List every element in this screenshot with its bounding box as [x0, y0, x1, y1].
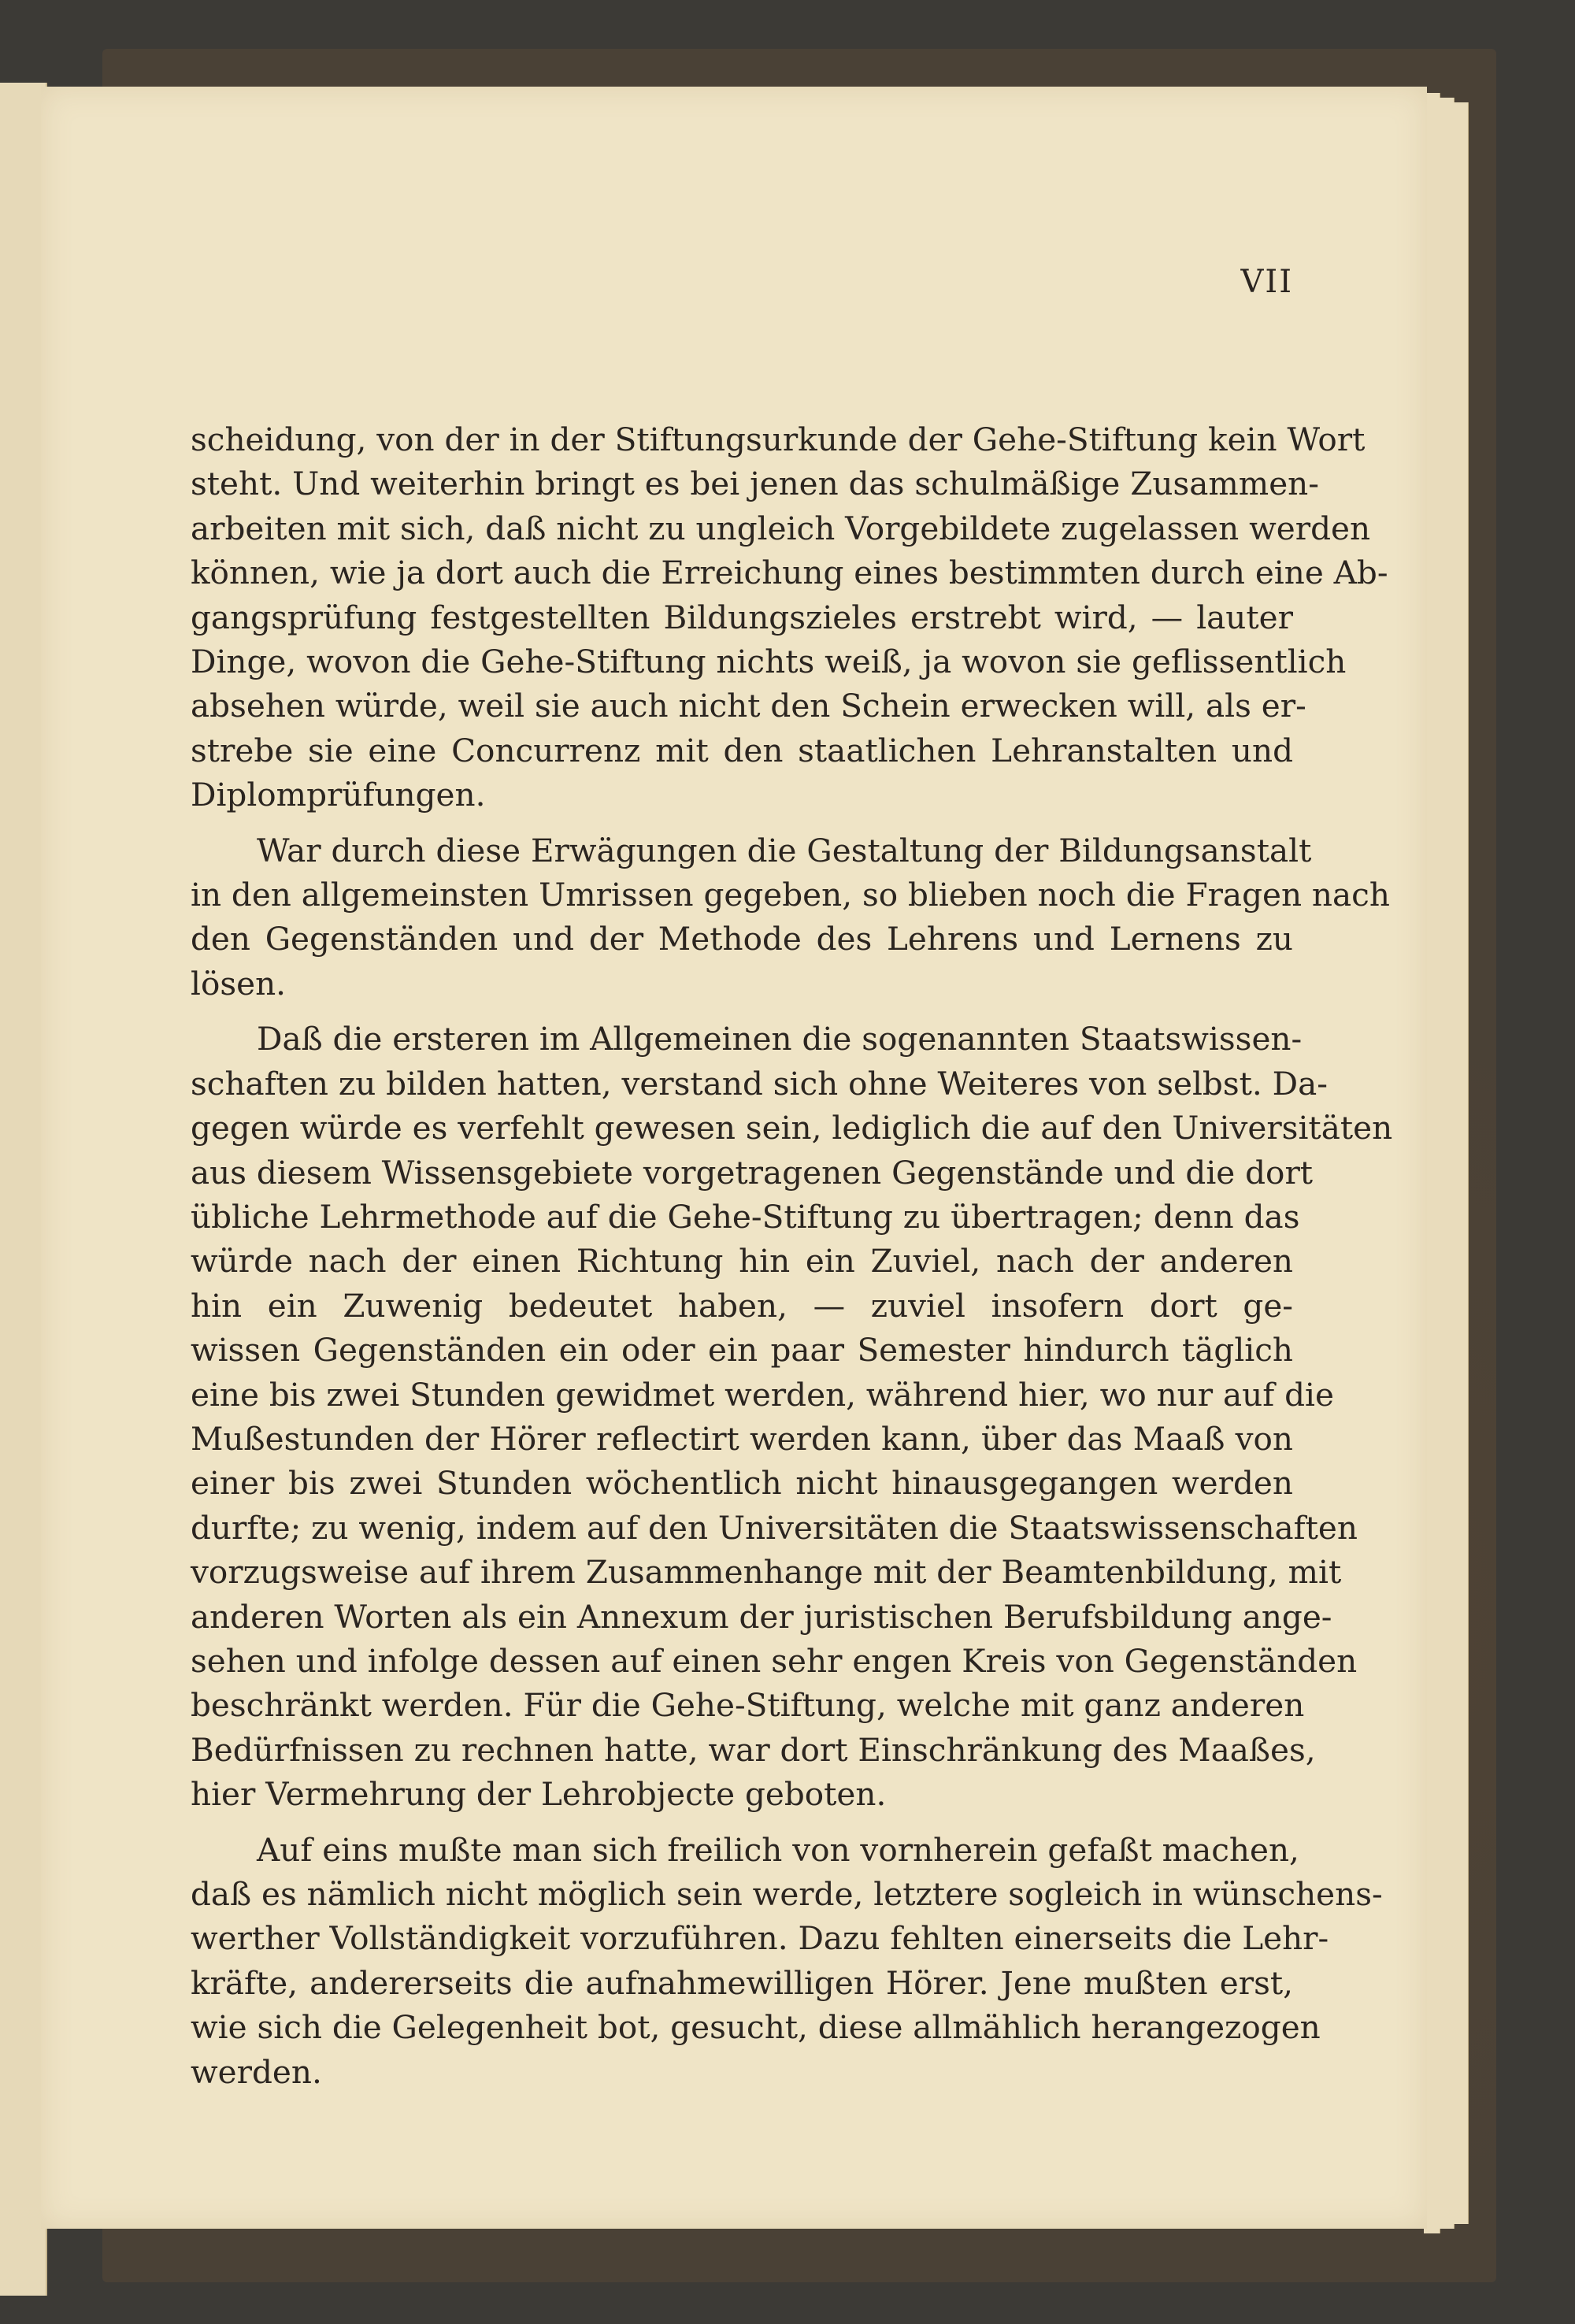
paragraph — [191, 1017, 1393, 1816]
text-line: durfte; zu wenig, indem auf den Universitäten die Staatswissenschaften — [191, 1508, 1358, 1547]
text-line: Bedürfnissen zu rechnen hatte, war dort Einschränkung des Maaßes, — [191, 1730, 1316, 1769]
text-line: vorzugsweise auf ihrem Zusammenhange mit der Beamtenbildung, mit — [191, 1553, 1342, 1592]
text-line: werden. — [191, 2052, 322, 2091]
body-text — [191, 417, 1393, 2105]
text-line: daß es nämlich nicht möglich sein werde, letztere sogleich in wünschens- — [191, 1875, 1383, 1913]
text-line: Diplomprüfungen. — [191, 776, 486, 814]
text-line: übliche Lehrmethode auf die Gehe-Stiftung zu übertragen; denn das — [191, 1197, 1300, 1236]
text-line: Auf eins mußte man sich freilich von vornherein gefaßt machen, — [257, 1830, 1299, 1869]
text-line: scheidung, von der in der Stiftungsurkunde der Gehe-Stiftung kein Wort — [191, 421, 1366, 458]
text-line: Daß die ersteren im Allgemeinen die sogenannten Staatswissen- — [257, 1020, 1303, 1058]
text-line: sehen und infolge dessen auf einen sehr engen Kreis von Gegenständen — [191, 1641, 1358, 1680]
text-line: schaften zu bilden hatten, verstand sich ohne Weiteres von selbst. Da- — [191, 1064, 1328, 1103]
text-line: wissen Gegenständen ein oder ein paar Semester hindurch täglich — [191, 1331, 1293, 1370]
text-line: Dinge, wovon die Gehe-Stiftung nichts weiß, ja wovon sie geflissentlich — [191, 643, 1347, 681]
text-line: wie sich die Gelegenheit bot, gesucht, diese allmählich herangezogen — [191, 2008, 1321, 2047]
text-line: absehen würde, weil sie auch nicht den Schein erwecken will, als er- — [191, 687, 1306, 725]
text-line: können, wie ja dort auch die Erreichung eines bestimmten durch eine Ab- — [191, 554, 1388, 592]
text-line: gegen würde es verfehlt gewesen sein, lediglich die auf den Universitäten — [191, 1109, 1393, 1147]
text-line: werther Vollständigkeit vorzuführen. Dazu fehlten einerseits die Lehr- — [191, 1919, 1329, 1958]
paragraph — [191, 828, 1390, 1006]
page-number: VII — [1240, 264, 1293, 300]
left-page-edge — [0, 83, 47, 2296]
text-line: hin ein Zuwenig bedeutet haben, — zuviel insofern dort ge- — [191, 1286, 1293, 1325]
paragraph — [191, 1828, 1383, 2094]
text-line: eine bis zwei Stunden gewidmet werden, während hier, wo nur auf die — [191, 1375, 1334, 1414]
text-line: War durch diese Erwägungen die Gestaltung der Bildungsanstalt — [257, 831, 1312, 869]
text-line: würde nach der einen Richtung hin ein Zuviel, nach der anderen — [191, 1242, 1293, 1281]
text-line: lösen. — [191, 964, 287, 1003]
book-page — [41, 87, 1427, 2229]
text-line: Mußestunden der Hörer reflectirt werden kann, über das Maaß von — [191, 1419, 1293, 1458]
text-line: den Gegenständen und der Methode des Lehrens und Lernens zu — [191, 920, 1293, 958]
text-line: aus diesem Wissensgebiete vorgetragenen Gegenstände und die dort — [191, 1153, 1314, 1192]
text-line: kräfte, andererseits die aufnahmewilligen Hörer. Jene mußten erst, — [191, 1963, 1293, 2002]
paragraph — [191, 417, 1388, 817]
text-line: arbeiten mit sich, daß nicht zu ungleich Vorgebildete zugelassen werden — [191, 509, 1371, 547]
text-line: anderen Worten als ein Annexum der juristischen Berufsbildung ange- — [191, 1597, 1332, 1636]
text-line: einer bis zwei Stunden wöchentlich nicht hinausgegangen werden — [191, 1464, 1293, 1503]
text-line: in den allgemeinsten Umrissen gegeben, so blieben noch die Fragen nach — [191, 876, 1390, 914]
page-stack-edge — [1452, 102, 1469, 2224]
text-line: beschränkt werden. Für die Gehe-Stiftung, welche mit ganz anderen — [191, 1686, 1305, 1725]
text-line: hier Vermehrung der Lehrobjecte geboten. — [191, 1775, 887, 1814]
text-line: gangsprüfung festgestellten Bildungszieles erstrebt wird, — lauter — [191, 598, 1293, 636]
text-line: strebe sie eine Concurrenz mit den staatlichen Lehranstalten und — [191, 731, 1293, 769]
text-line: steht. Und weiterhin bringt es bei jenen das schulmäßige Zusammen- — [191, 465, 1319, 503]
